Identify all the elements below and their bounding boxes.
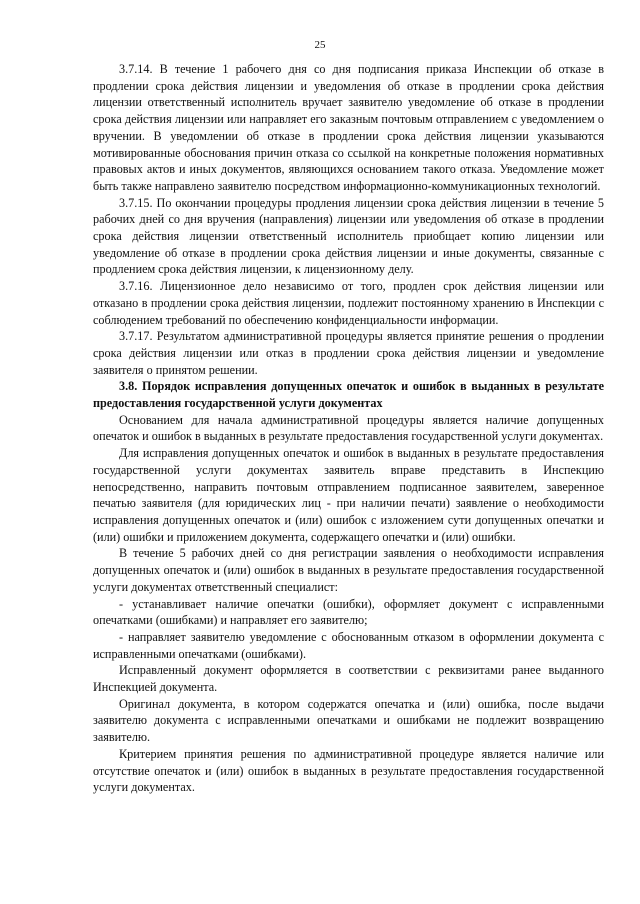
paragraph-five-working-days: В течение 5 рабочих дней со дня регистрации заявления о необходимости исправления допущенных опечаток и (или) ошибок в выданных в результате предоставления государственной услуги документах ответственный специалист: <box>93 546 604 594</box>
paragraph-3-7-14: 3.7.14. В течение 1 рабочего дня со дня подписания приказа Инспекции об отказе в продлении срока действия лицензии и уведомления об отказе в продлении срока действия лицензии ответственный исполнитель вручает заявителю уведомление об отказе в продлении срока действия лицензии или направляет его заказным почтовым отправлением с уведомлением о вручении. В уведомлении об отказе в продлении срока действия лицензии указываются мотивированные обоснования причин отказа со ссылкой на конкретные положения нормативных правовых актов и иных документов, являющихся основанием такого отказа. Уведомление может быть также направлено заявителю посредством информационно-коммуникационных технологий. <box>93 62 604 193</box>
paragraph-corrected-document: Исправленный документ оформляется в соответствии с реквизитами ранее выданного Инспекцией документа. <box>93 663 604 695</box>
list-item-refusal-notice: - направляет заявителю уведомление с обоснованным отказом в оформлении документа с исправленными опечатками (ошибками). <box>93 629 604 661</box>
document-body <box>93 61 604 796</box>
list-item-establish-error: - устанавливает наличие опечатки (ошибки), оформляет документ с исправленными опечатками (ошибками) и направляет его заявителю; <box>93 596 604 628</box>
paragraph-3-7-15: 3.7.15. По окончании процедуры продления лицензии срока действия лицензии в течение 5 рабочих дней со дня вручения (направления) лицензии или уведомления об отказе в продлении срока действия лицензии ответственный исполнитель приобщает копию лицензии или уведомление об отказе в продлении срока действия лицензии и иные документы, связанные с продлением срока действия лицензии, к лицензионному делу. <box>93 195 604 277</box>
paragraph-3-7-17: 3.7.17. Результатом административной процедуры является принятие решения о продлении срока действия лицензии или отказ в продлении срока действия лицензии и уведомление заявителя о принятом решении. <box>93 329 604 377</box>
paragraph-original-document: Оригинал документа, в котором содержатся опечатка и (или) ошибка, после выдачи заявителю документа с исправленными опечатками и ошибками не подлежит возвращению заявителю. <box>93 696 604 745</box>
page-number: 25 <box>314 39 326 51</box>
paragraph-procedure-basis: Основанием для начала административной процедуры является наличие допущенных опечаток и ошибок в выданных в результате предоставления государственной услуги документах. <box>93 412 604 444</box>
paragraph-correction-submission: Для исправления допущенных опечаток и ошибок в выданных в результате предоставления государственной услуги документах заявитель вправе представить в Инспекцию непосредственно, направить почтовым отправлением подписанное заявителем, заверенное печатью заявителя (для юридических лиц - при наличии печати) заявление о необходимости исправления допущенных опечаток и (или) ошибок с изложением сути допущенных опечатки и (или) ошибки и приложением документа, содержащего опечатки и (или) ошибки. <box>93 446 604 544</box>
section-heading-3-8: 3.8. Порядок исправления допущенных опечаток и ошибок в выданных в результате предоставления государственной услуги документах <box>93 379 604 411</box>
paragraph-decision-criterion: Критерием принятия решения по административной процедуре является наличие или отсутствие опечаток и (или) ошибок в выданных в результате предоставления государственной услуги документах. <box>93 746 604 795</box>
paragraph-3-7-16: 3.7.16. Лицензионное дело независимо от того, продлен срок действия лицензии или отказано в продлении срока действия лицензии, подлежит постоянному хранению в Инспекции с соблюдением требований по обеспечению конфиденциальности информации. <box>93 279 604 327</box>
